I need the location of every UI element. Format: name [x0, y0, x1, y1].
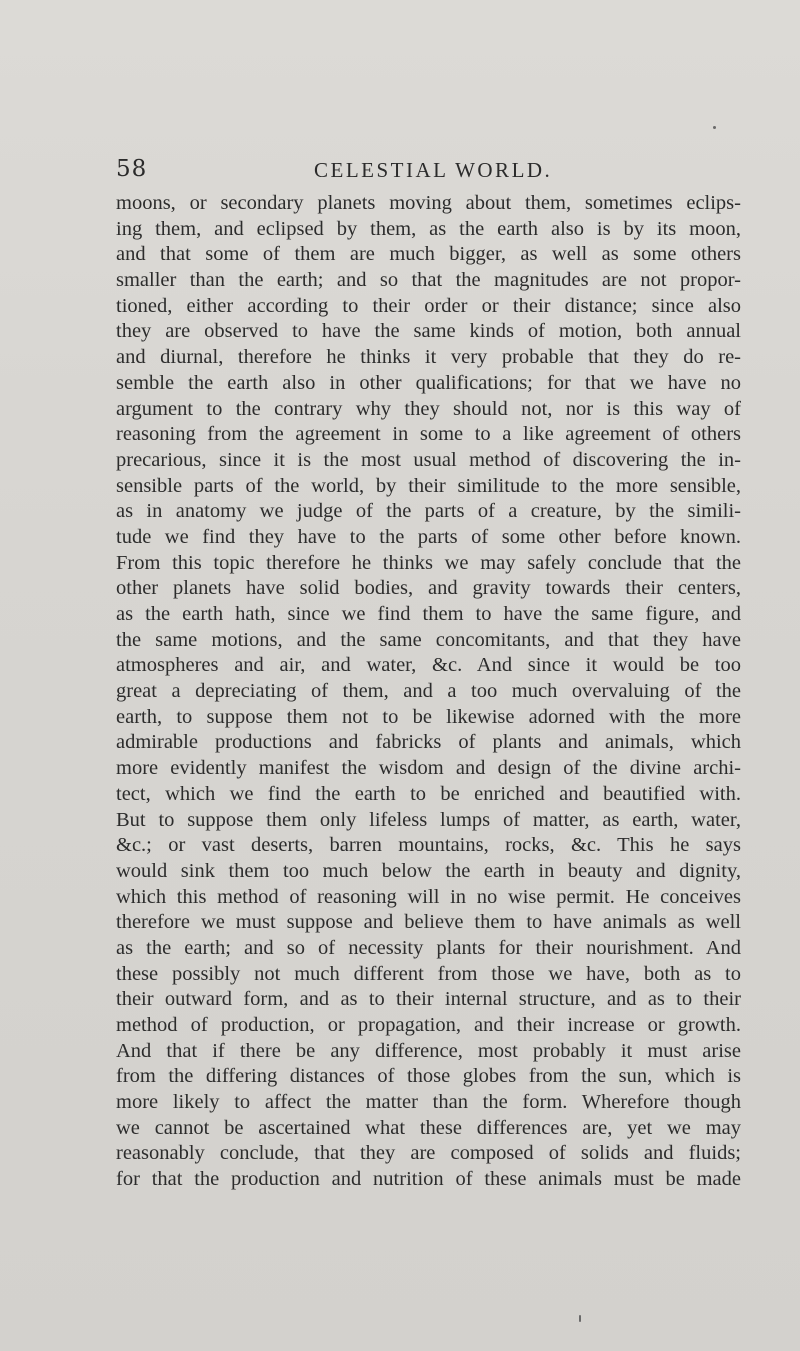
text-line: From this topic therefore he thinks we may safely conclude that the	[116, 551, 741, 574]
text-line: these possibly not much different from those we have, both as to	[116, 962, 741, 985]
text-line: moons, or secondary planets moving about them, sometimes eclips-	[116, 192, 741, 214]
text-line: precarious, since it is the most usual method of discovering the in-	[116, 448, 741, 471]
text-line: and diurnal, therefore he thinks it very probable that they do re-	[116, 346, 741, 369]
text-line: their outward form, and as to their internal structure, and as to their	[116, 988, 741, 1011]
running-head: CELESTIAL WORLD.	[314, 158, 553, 182]
page-number: 58	[116, 156, 148, 182]
text-line: tect, which we find the earth to be enriched and beautified with.	[116, 782, 741, 805]
text-line: would sink them too much below the earth in beauty and dignity,	[116, 859, 741, 882]
text-line: reasoning from the agreement in some to a like agreement of others	[116, 423, 741, 446]
text-line: they are observed to have the same kinds of motion, both annual	[116, 320, 741, 343]
text-line: more evidently manifest the wisdom and design of the divine archi-	[116, 757, 741, 780]
text-line: more likely to affect the matter than the form. Wherefore though	[116, 1091, 741, 1114]
text-line: sensible parts of the world, by their similitude to the more sensible,	[116, 474, 741, 497]
text-line: we cannot be ascertained what these differences are, yet we may	[116, 1116, 741, 1139]
text-line: from the differing distances of those globes from the sun, which is	[116, 1065, 741, 1088]
text-line: And that if there be any difference, most probably it must arise	[116, 1039, 741, 1062]
text-line: as the earth; and so of necessity plants for their nourishment. And	[116, 936, 741, 959]
text-line: as in anatomy we judge of the parts of a creature, by the simili-	[116, 500, 741, 523]
text-line: reasonably conclude, that they are composed of solids and fluids;	[116, 1142, 741, 1165]
text-line: and that some of them are much bigger, as well as some others	[116, 243, 741, 266]
text-line: for that the production and nutrition of these animals must be made	[116, 1168, 741, 1191]
text-line: argument to the contrary why they should not, nor is this way of	[116, 397, 741, 420]
text-line: ing them, and eclipsed by them, as the earth also is by its moon,	[116, 217, 741, 240]
text-line: tude we find they have to the parts of some other before known.	[116, 525, 741, 548]
text-line: therefore we must suppose and believe them to have animals as well	[116, 911, 741, 934]
text-line: smaller than the earth; and so that the magnitudes are not propor-	[116, 269, 741, 292]
text-line: other planets have solid bodies, and gravity towards their centers,	[116, 577, 741, 600]
text-line: method of production, or propagation, and their increase or growth.	[116, 1014, 741, 1036]
paper-speck	[579, 1315, 581, 1322]
text-line: the same motions, and the same concomitants, and that they have	[116, 628, 741, 651]
paper-speck	[713, 126, 716, 129]
body-text	[116, 191, 741, 1193]
text-line: But to suppose them only lifeless lumps of matter, as earth, water,	[116, 808, 741, 831]
text-line: semble the earth also in other qualifications; for that we have no	[116, 371, 741, 394]
text-line: earth, to suppose them not to be likewise adorned with the more	[116, 705, 741, 728]
text-line: admirable productions and fabricks of plants and animals, which	[116, 731, 741, 754]
page-header	[116, 152, 676, 188]
text-line: &c.; or vast deserts, barren mountains, rocks, &c. This he says	[116, 834, 741, 857]
text-line: atmospheres and air, and water, &c. And since it would be too	[116, 654, 741, 677]
text-line: great a depreciating of them, and a too much overvaluing of the	[116, 680, 741, 703]
text-line: as the earth hath, since we find them to have the same figure, and	[116, 603, 741, 625]
text-line: which this method of reasoning will in no wise permit. He conceives	[116, 885, 741, 908]
text-line: tioned, either according to their order or their distance; since also	[116, 294, 741, 317]
